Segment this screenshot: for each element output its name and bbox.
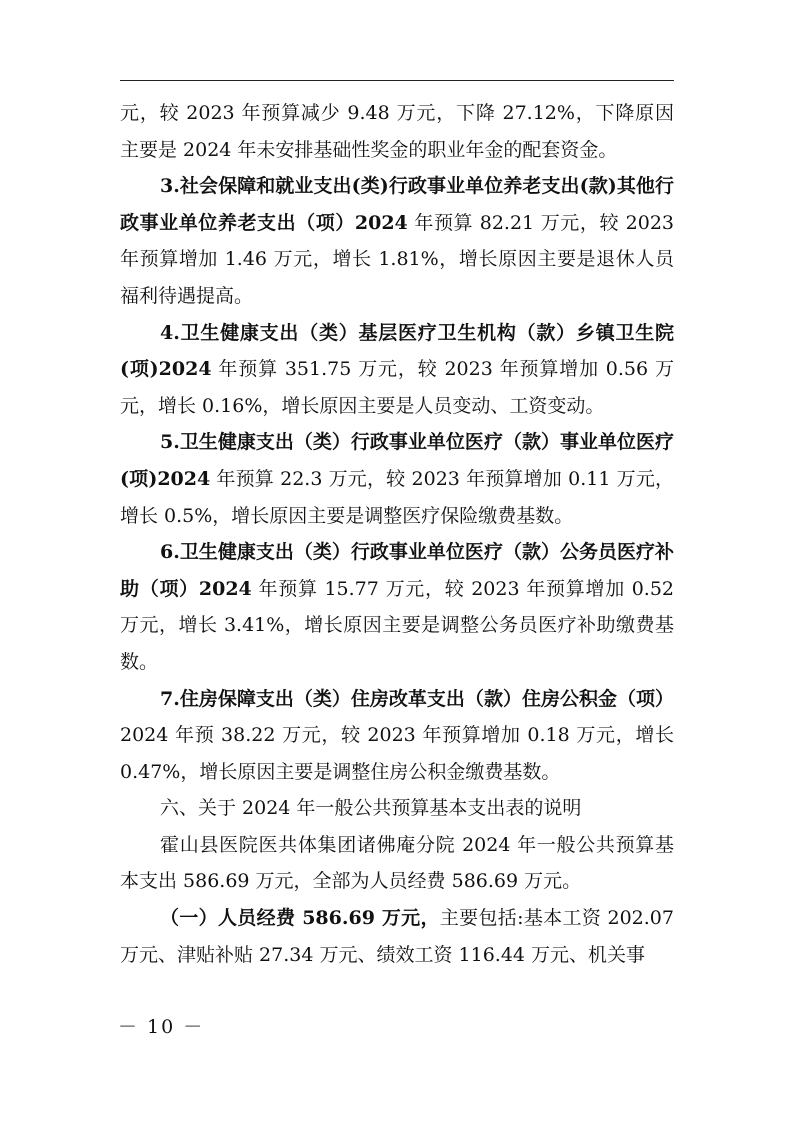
paragraph-3-bold: 4.卫生健康支出（类）基层医疗卫生机构（款）乡镇卫生院(项)2024	[120, 321, 674, 381]
paragraph-8-text: 霍山县医院医共体集团诸佛庵分院 2024 年一般公共预算基本支出 586.69 万元，全部为人员经费 586.69 万元。	[120, 833, 674, 893]
paragraph-8	[120, 827, 674, 900]
paragraph-2-text: 年预算 82.21 万元，较 2023 年预算增加 1.46 万元，增长 1.81%，增长原因主要是退休人员福利待遇提高。	[120, 211, 675, 307]
section-heading	[120, 790, 674, 827]
paragraph-5	[120, 534, 674, 680]
paragraph-7-text: 六、关于 2024 年一般公共预算基本支出表的说明	[160, 797, 582, 820]
paragraph-9-bold: （一）人员经费 586.69 万元，	[160, 907, 440, 930]
paragraph-6-text: 2024 年预 38.22 万元，较 2023 年预算增加 0.18 万元，增长 0.47%，增长原因主要是调整住房公积金缴费基数。	[120, 724, 674, 783]
document-body	[120, 95, 674, 973]
paragraph-1-text: 元，较 2023 年预算减少 9.48 万元，下降 27.12%，下降原因主要是 2024 年未安排基础性奖金的职业年金的配套资金。	[120, 102, 674, 161]
paragraph-2	[120, 168, 674, 314]
paragraph-3-text: 年预算 351.75 万元，较 2023 年预算增加 0.56 万元，增长 0.16%，增长原因主要是人员变动、工资变动。	[120, 358, 674, 417]
paragraph-3	[120, 315, 674, 425]
paragraph-5-text: 年预算 15.77 万元，较 2023 年预算增加 0.52 万元，增长 3.41%，增长原因主要是调整公务员医疗补助缴费基数。	[120, 577, 674, 673]
paragraph-2-bold: 3.社会保障和就业支出(类)行政事业单位养老支出(款)其他行政事业单位养老支出（项）2024	[120, 175, 674, 234]
page-number: － 10 －	[118, 1016, 205, 1038]
paragraph-4-bold: 5.卫生健康支出（类）行政事业单位医疗（款）事业单位医疗(项)2024	[120, 431, 674, 490]
paragraph-4	[120, 424, 674, 534]
paragraph-9-text: 主要包括:基本工资 202.07 万元、津贴补贴 27.34 万元、绩效工资 116.44 万元、机关事	[120, 907, 674, 966]
paragraph-4-text: 年预算 22.3 万元，较 2023 年预算增加 0.11 万元，增长 0.5%，增长原因主要是调整医疗保险缴费基数。	[120, 467, 674, 527]
paragraph-5-bold: 6.卫生健康支出（类）行政事业单位医疗（款）公务员医疗补助（项）2024	[120, 541, 674, 600]
paragraph-6-bold: 7.住房保障支出（类）住房改革支出（款）住房公积金（项）	[160, 687, 674, 710]
header-rule	[120, 80, 674, 81]
paragraph-1	[120, 95, 674, 168]
paragraph-6	[120, 681, 674, 791]
paragraph-9	[120, 900, 674, 973]
